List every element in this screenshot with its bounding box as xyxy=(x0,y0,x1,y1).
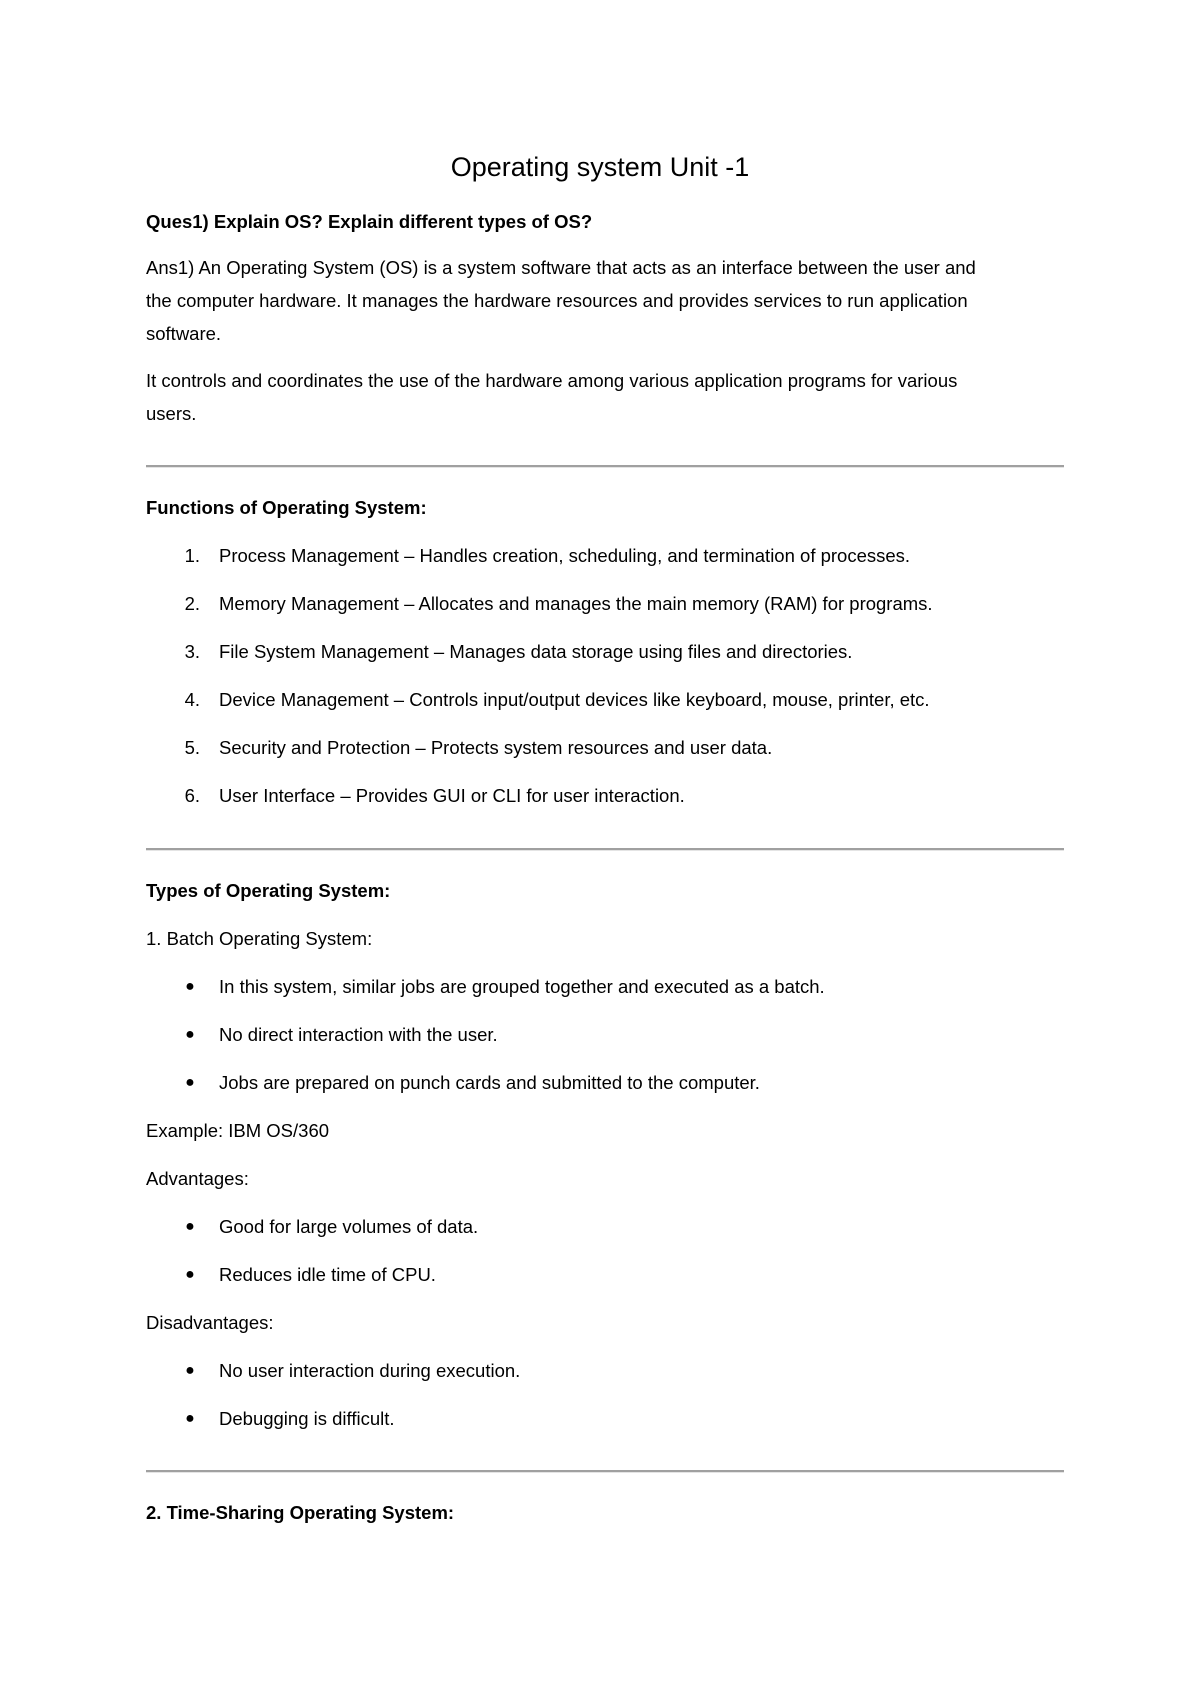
bullet-icon: ● xyxy=(185,1266,195,1283)
list-number: 5. xyxy=(184,737,200,758)
answer-control-line: It controls and coordinates the use of the hardware among various application programs for various xyxy=(146,370,958,391)
answer-line: Ans1) An Operating System (OS) is a system software that acts as an interface between the user and xyxy=(146,257,976,278)
horizontal-rule xyxy=(146,848,1064,851)
question-heading: Ques1) Explain OS? Explain different types of OS? xyxy=(146,211,593,232)
answer-line: software. xyxy=(146,323,222,344)
list-number: 3. xyxy=(184,641,200,662)
bullet-icon: ● xyxy=(185,1218,195,1235)
batch-bullet: In this system, similar jobs are grouped together and executed as a batch. xyxy=(219,976,825,997)
answer-line: the computer hardware. It manages the hardware resources and provides services to run application xyxy=(146,290,968,311)
disadvantage-item: Debugging is difficult. xyxy=(219,1408,395,1429)
advantages-label: Advantages: xyxy=(146,1168,249,1189)
function-item: Security and Protection – Protects system resources and user data. xyxy=(219,737,773,758)
bullet-icon: ● xyxy=(185,1362,195,1379)
list-number: 1. xyxy=(184,545,200,566)
disadvantages-label: Disadvantages: xyxy=(146,1312,274,1333)
batch-example: Example: IBM OS/360 xyxy=(146,1120,330,1141)
batch-bullet: Jobs are prepared on punch cards and submitted to the computer. xyxy=(219,1072,760,1093)
horizontal-rule xyxy=(146,1470,1064,1473)
function-item: User Interface – Provides GUI or CLI for user interaction. xyxy=(219,785,685,806)
function-item: Device Management – Controls input/output devices like keyboard, mouse, printer, etc. xyxy=(219,689,930,710)
disadvantage-item: No user interaction during execution. xyxy=(219,1360,521,1381)
list-number: 4. xyxy=(184,689,200,710)
list-number: 2. xyxy=(184,593,200,614)
page-title: Operating system Unit -1 xyxy=(450,152,750,182)
advantage-item: Reduces idle time of CPU. xyxy=(219,1264,436,1285)
function-item: Process Management – Handles creation, scheduling, and termination of processes. xyxy=(219,545,911,566)
batch-bullet: No direct interaction with the user. xyxy=(219,1024,498,1045)
function-item: File System Management – Manages data storage using files and directories. xyxy=(219,641,853,662)
horizontal-rule xyxy=(146,465,1064,468)
function-item: Memory Management – Allocates and manages the main memory (RAM) for programs. xyxy=(219,593,933,614)
time-sharing-os-title: 2. Time-Sharing Operating System: xyxy=(146,1502,455,1523)
bullet-icon: ● xyxy=(185,978,195,995)
bullet-icon: ● xyxy=(185,1410,195,1427)
bullet-icon: ● xyxy=(185,1026,195,1043)
functions-heading: Functions of Operating System: xyxy=(146,497,427,518)
types-heading: Types of Operating System: xyxy=(146,880,391,901)
advantage-item: Good for large volumes of data. xyxy=(219,1216,479,1237)
list-number: 6. xyxy=(184,785,200,806)
bullet-icon: ● xyxy=(185,1074,195,1091)
answer-control-line: users. xyxy=(146,403,197,424)
batch-os-title: 1. Batch Operating System: xyxy=(146,928,373,949)
